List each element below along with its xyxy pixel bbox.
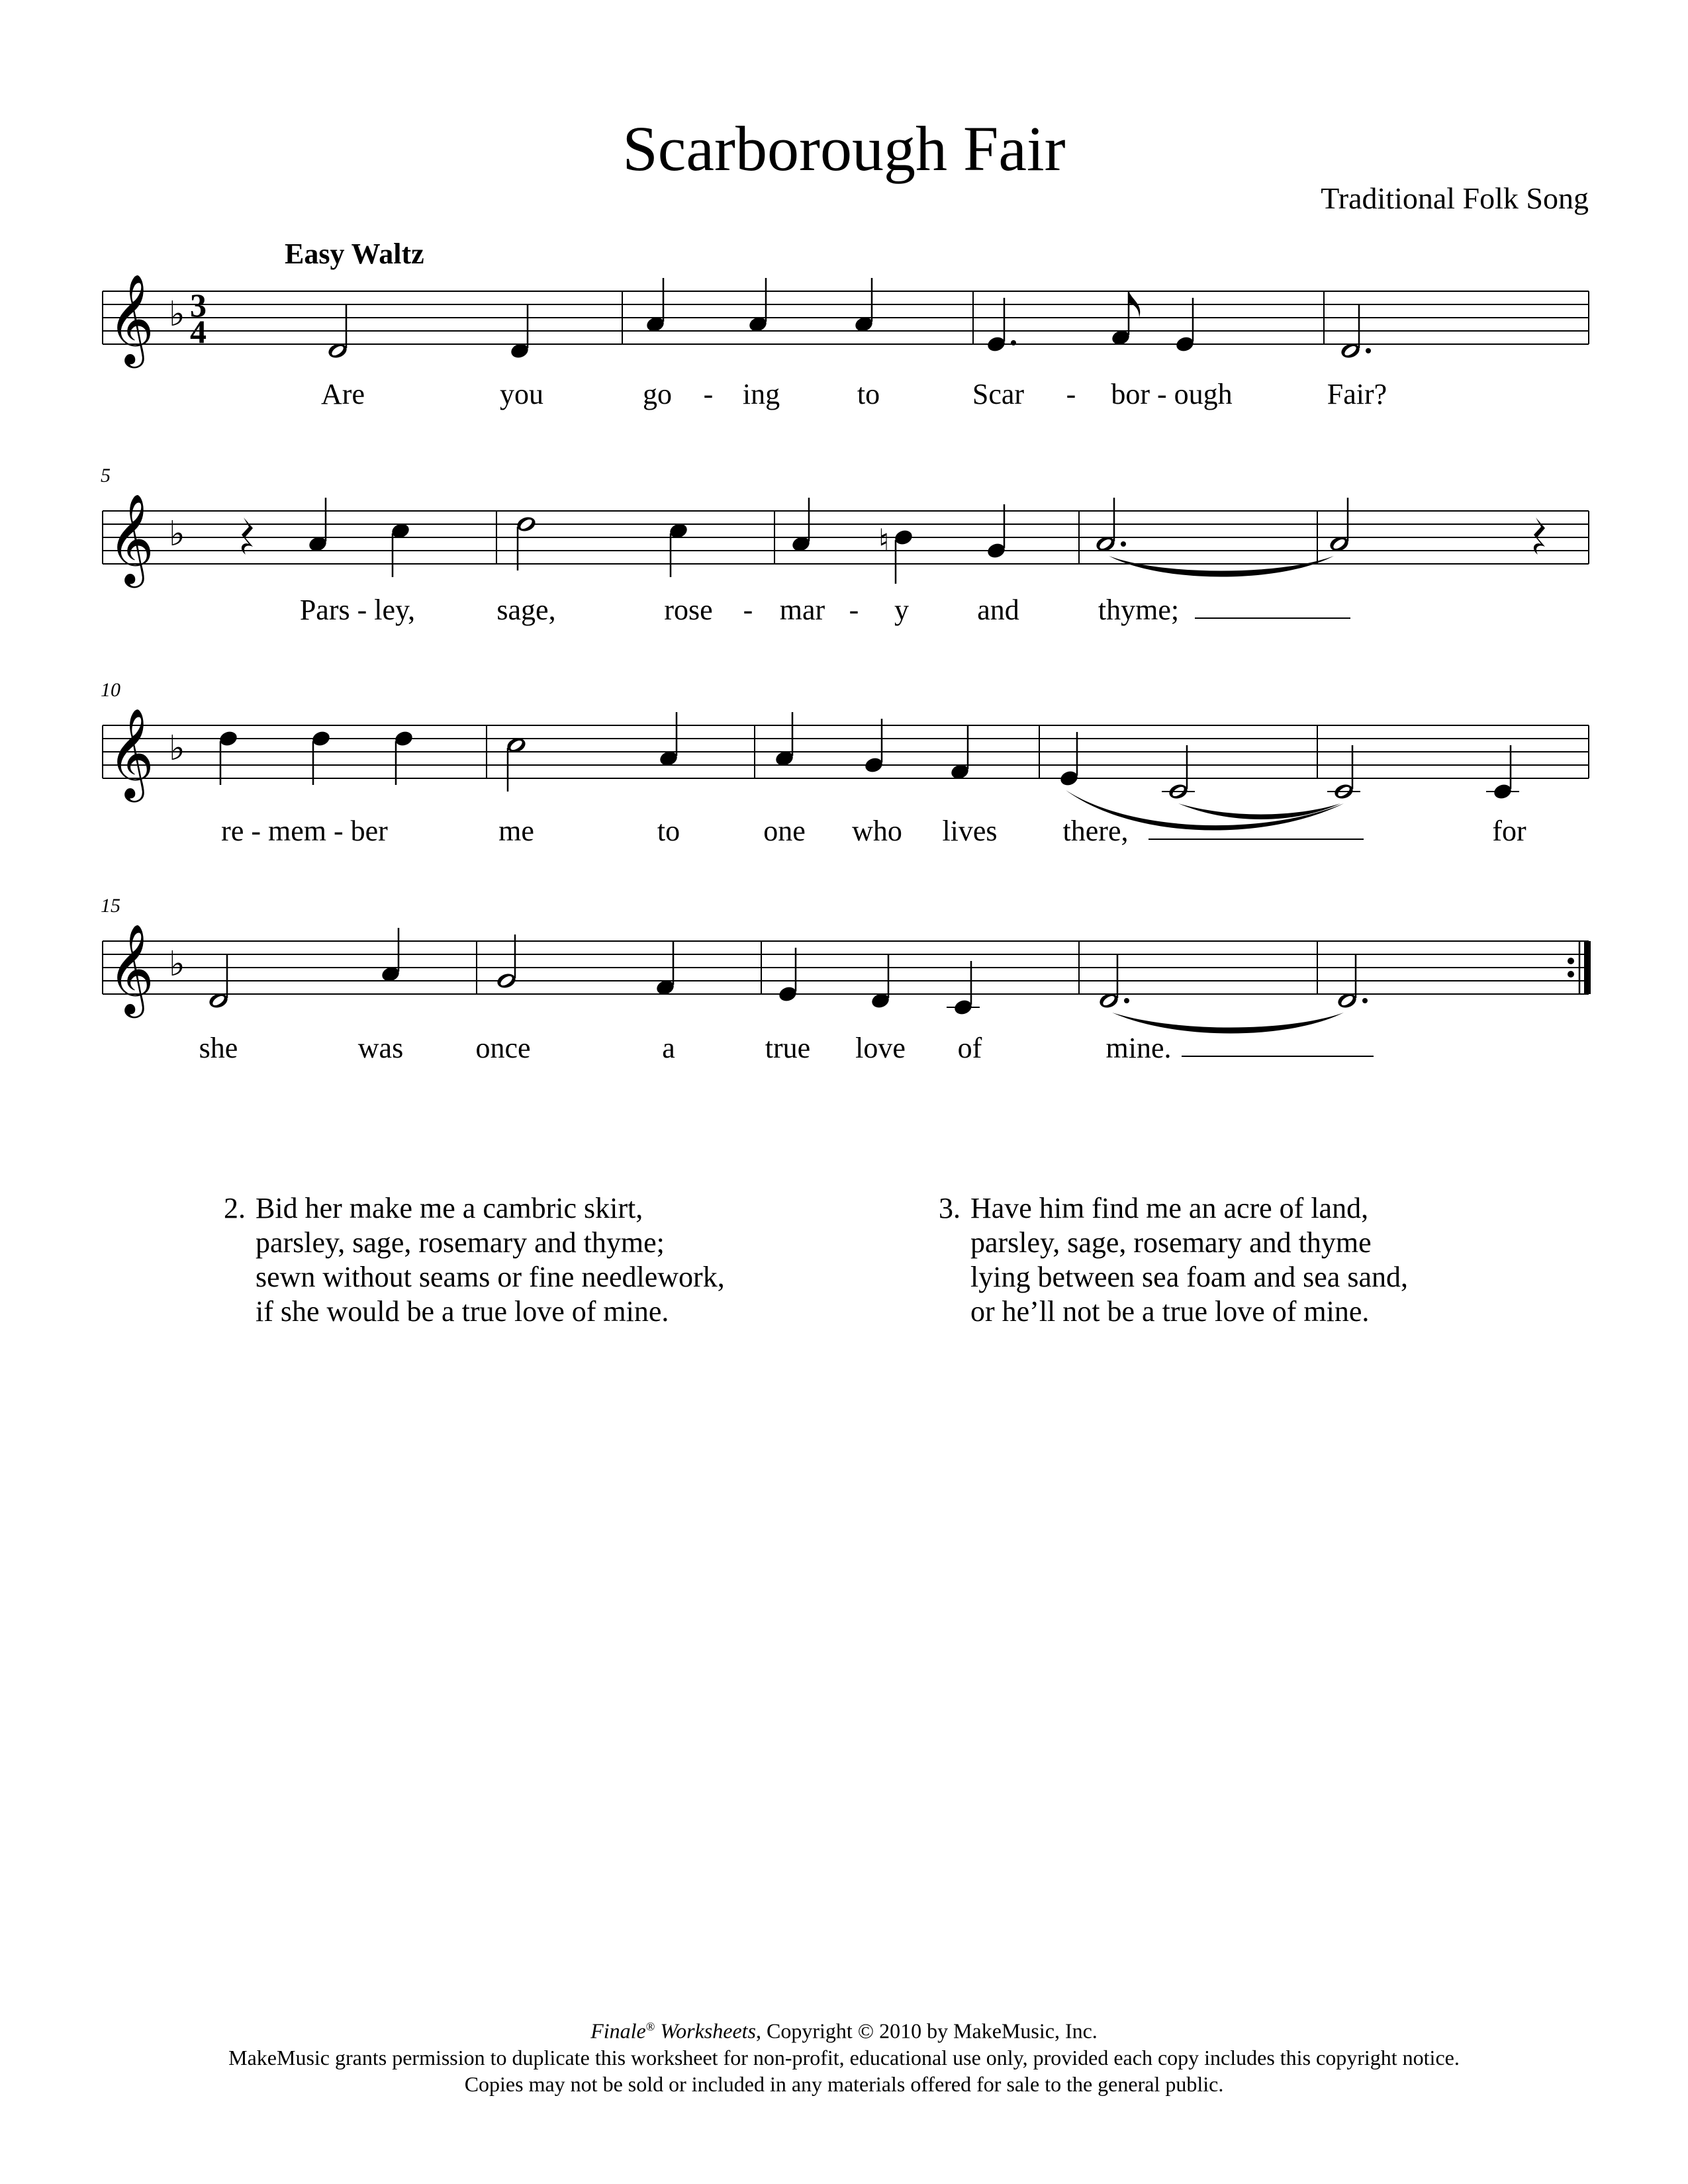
time-signature-bottom: 4: [190, 313, 207, 350]
note: [515, 515, 537, 570]
verse-line: Have him find me an acre of land,: [970, 1192, 1369, 1224]
note: [1094, 498, 1126, 553]
footer-copyright: , Copyright © 2010 by MakeMusic, Inc.: [755, 2019, 1098, 2043]
note: [870, 954, 890, 1010]
note: [1110, 291, 1140, 347]
lyric: true: [765, 1032, 811, 1064]
note: [1339, 304, 1371, 360]
footer-restriction: Copies may not be sold or included in any materials offered for sale to the general public.: [464, 2071, 1224, 2096]
measure-number: 10: [101, 679, 120, 701]
note: [668, 522, 688, 577]
footer-brand: Finale: [590, 2019, 646, 2043]
note: [380, 928, 400, 983]
time-signature-top: 3: [190, 287, 207, 324]
note: [1336, 954, 1368, 1010]
verse-line: or he’ll not be a true love of mine.: [970, 1295, 1370, 1328]
note: [1327, 745, 1360, 801]
note: [774, 712, 794, 768]
lyric: of: [957, 1032, 982, 1064]
lyric: rose: [664, 594, 713, 626]
lyric: sage,: [496, 594, 556, 626]
lyric: Are: [321, 378, 365, 410]
note: [655, 941, 675, 997]
lyric: thyme;: [1098, 594, 1180, 626]
note: [853, 278, 874, 334]
note: [790, 498, 811, 553]
lyric: re - mem - ber: [221, 815, 388, 847]
flat-icon: ♭: [169, 944, 185, 984]
flat-icon: ♭: [169, 295, 185, 334]
lyric: -: [743, 594, 753, 626]
treble-clef-icon: 𝄞: [108, 492, 154, 584]
lyric: once: [475, 1032, 531, 1064]
note: [310, 729, 331, 785]
lyric: there,: [1062, 815, 1129, 847]
note: [645, 278, 665, 334]
tie: [1178, 803, 1340, 819]
staff-system-4: [103, 923, 1591, 1034]
footer-worksheets: Worksheets: [660, 2019, 756, 2043]
treble-clef-icon: 𝄞: [108, 923, 154, 1014]
verse-line: parsley, sage, rosemary and thyme: [970, 1226, 1372, 1259]
tie: [1109, 556, 1334, 577]
repeat-barline: [1584, 941, 1591, 994]
lyric: go: [643, 378, 672, 410]
lyric: bor - ough: [1111, 378, 1233, 410]
treble-clef-icon: 𝄞: [108, 707, 154, 798]
verse-line: Bid her make me a cambric skirt,: [256, 1192, 643, 1224]
footer-permission: MakeMusic grants permission to duplicate this worksheet for non-profit, educational use only, provided each copy includes this copyright notice.: [228, 2045, 1460, 2070]
staff-system-3: [103, 707, 1589, 831]
flat-icon: ♭: [169, 514, 185, 554]
note: [1486, 745, 1519, 801]
note: [1162, 745, 1195, 801]
note: [747, 278, 768, 334]
note: [986, 504, 1006, 560]
natural-icon: ♮: [878, 522, 890, 558]
lyric: for: [1492, 815, 1526, 847]
quarter-rest: [242, 518, 253, 555]
lyric: to: [657, 815, 680, 847]
note: [777, 948, 798, 1003]
lyric: ing: [742, 378, 780, 410]
lyrics-system-2: [300, 594, 1179, 626]
note: [986, 298, 1016, 353]
lyrics-system-3: [221, 815, 1526, 847]
lyric: y: [894, 594, 909, 626]
staff-system-2: [103, 492, 1589, 588]
measure-number: 15: [101, 895, 120, 917]
registered-mark: ®: [645, 2020, 655, 2033]
verse-number: 3.: [939, 1192, 961, 1224]
measure-number: 5: [101, 465, 111, 486]
note: [307, 498, 328, 553]
lyric: mine.: [1105, 1032, 1172, 1064]
note: [390, 522, 410, 577]
note: [509, 304, 530, 360]
note: [658, 712, 679, 768]
page-title: Scarborough Fair: [622, 113, 1066, 184]
verse-line: parsley, sage, rosemary and thyme;: [256, 1226, 665, 1259]
note: [1058, 732, 1079, 788]
note: [1174, 298, 1195, 353]
note: [1328, 498, 1350, 553]
lyric: a: [662, 1032, 675, 1064]
note: [393, 729, 414, 785]
staff-system-1: [103, 273, 1589, 368]
treble-clef-icon: 𝄞: [108, 273, 154, 364]
lyrics-system-4: [199, 1032, 1172, 1064]
verse-line: if she would be a true love of mine.: [256, 1295, 669, 1328]
composer-credit: Traditional Folk Song: [1321, 181, 1589, 215]
lyric: me: [498, 815, 534, 847]
verse-number: 2.: [224, 1192, 246, 1224]
lyric: mar: [779, 594, 825, 626]
lyric: -: [849, 594, 859, 626]
note: [505, 736, 527, 792]
copyright-footer: [0, 2013, 1688, 2097]
note: [949, 725, 970, 781]
lyric: she: [199, 1032, 238, 1064]
lyric: who: [852, 815, 902, 847]
verse-line: sewn without seams or fine needlework,: [256, 1261, 725, 1293]
note: [893, 528, 914, 584]
lyric: one: [763, 815, 806, 847]
lyric: Pars - ley,: [299, 594, 416, 626]
lyrics-system-1: [321, 378, 1387, 410]
lyric: Scar: [972, 378, 1025, 410]
note: [863, 719, 884, 774]
lyric: Fair?: [1327, 378, 1387, 410]
note: [1098, 954, 1129, 1010]
note: [947, 961, 980, 1017]
note: [207, 954, 229, 1010]
lyric: love: [855, 1032, 906, 1064]
note: [326, 304, 348, 360]
note: [218, 729, 238, 785]
verse-line: lying between sea foam and sea sand,: [970, 1261, 1408, 1293]
lyric: -: [703, 378, 714, 410]
lyric: lives: [942, 815, 998, 847]
lyric: -: [1066, 378, 1076, 410]
lyric: to: [857, 378, 880, 410]
flat-icon: ♭: [169, 729, 185, 768]
tie: [1112, 1013, 1344, 1034]
tempo-marking: Easy Waltz: [285, 238, 424, 270]
lyric: you: [500, 378, 543, 410]
lyric: was: [357, 1032, 404, 1064]
quarter-rest: [1534, 518, 1545, 555]
lyric: and: [977, 594, 1019, 626]
note: [495, 934, 517, 990]
